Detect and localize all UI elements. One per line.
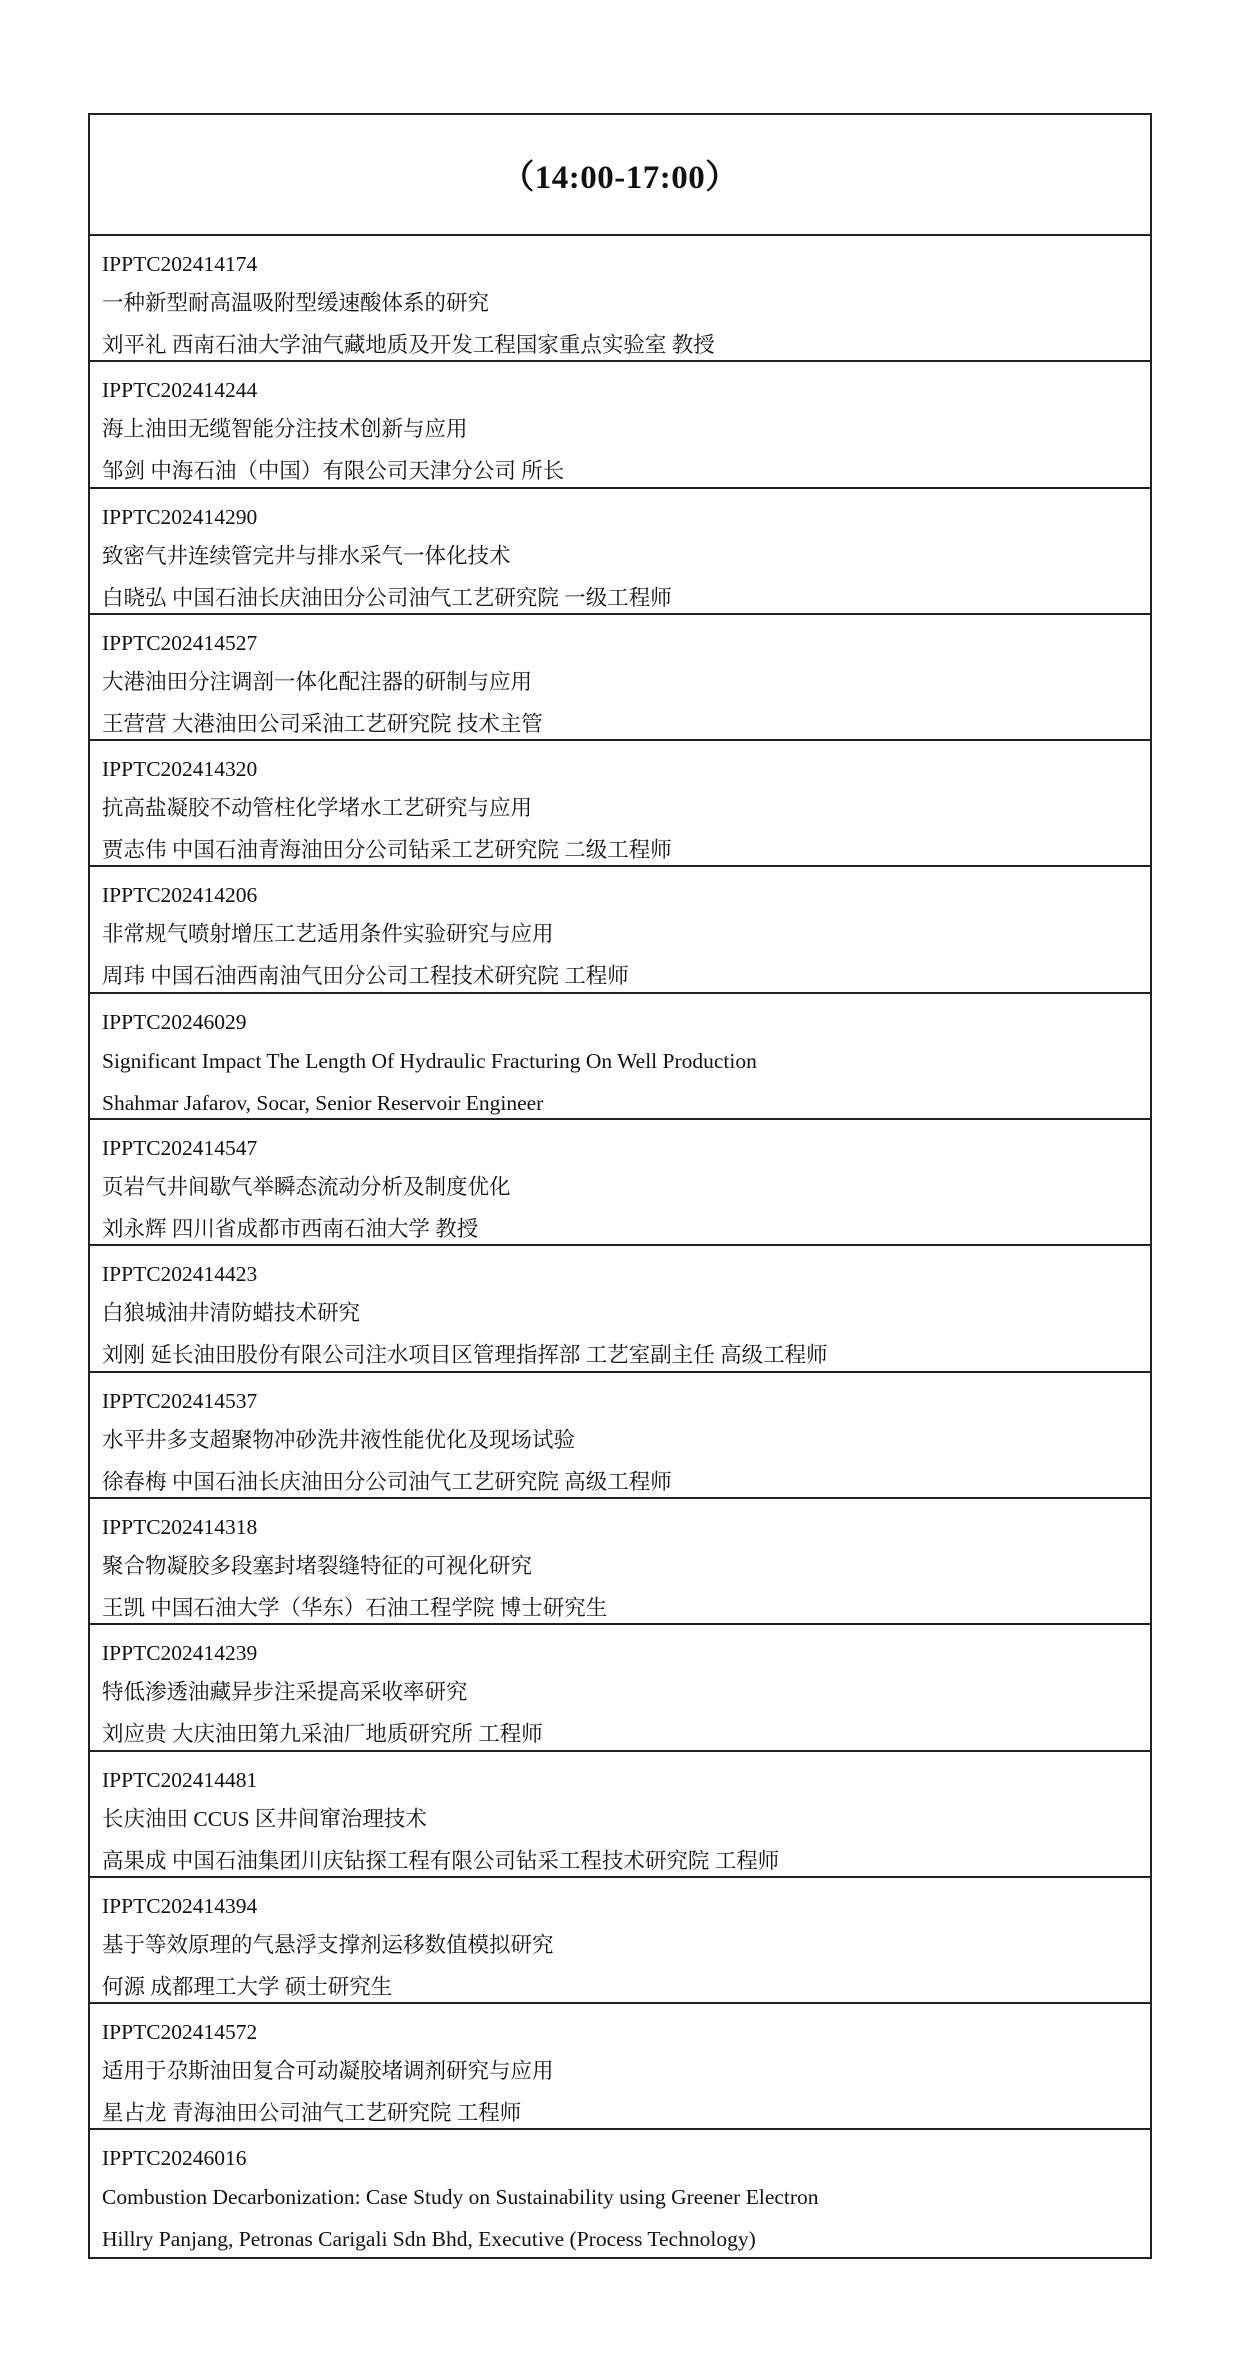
paper-row: [90, 1246, 1150, 1372]
paper-title: 特低渗透油藏异步注采提高采收率研究: [102, 1680, 468, 1705]
session-time: （14:00-17:00）: [501, 160, 739, 196]
paper-author: 王营营 大港油田公司采油工艺研究院 技术主管: [102, 711, 543, 736]
paper-title: 抗高盐凝胶不动管柱化学堵水工艺研究与应用: [102, 796, 533, 821]
paper-row: [90, 1625, 1150, 1751]
paper-author: 刘应贵 大庆油田第九采油厂地质研究所 工程师: [102, 1722, 543, 1747]
paper-list: [90, 236, 1150, 2257]
paper-title: 一种新型耐高温吸附型缓速酸体系的研究: [102, 291, 490, 315]
paper-author: 高果成 中国石油集团川庆钻探工程有限公司钻采工程技术研究院 工程师: [102, 1848, 780, 1873]
paper-author: 刘平礼 西南石油大学油气藏地质及开发工程国家重点实验室 教授: [102, 333, 715, 357]
paper-title: 聚合物凝胶多段塞封堵裂缝特征的可视化研究: [102, 1553, 533, 1578]
paper-row: [90, 867, 1150, 993]
paper-row: [90, 1373, 1150, 1499]
paper-author: 王凯 中国石油大学（华东）石油工程学院 博士研究生: [102, 1595, 608, 1620]
paper-author: 贾志伟 中国石油青海油田分公司钻采工艺研究院 二级工程师: [102, 838, 672, 863]
schedule-table: [88, 113, 1152, 2259]
paper-author: Hillry Panjang, Petronas Carigali Sdn Bhd, Executive (Process Technology): [102, 2227, 756, 2252]
paper-author: 刘永辉 四川省成都市西南石油大学 教授: [102, 1217, 479, 1242]
paper-id: IPPTC202414320: [102, 757, 258, 782]
paper-row: [90, 994, 1150, 1120]
paper-author: 刘刚 延长油田股份有限公司注水项目区管理指挥部 工艺室副主任 高级工程师: [102, 1343, 828, 1368]
paper-row: [90, 362, 1150, 488]
paper-row: [90, 1752, 1150, 1878]
paper-author: 邹剑 中海石油（中国）有限公司天津分公司 所长: [102, 459, 565, 484]
paper-id: IPPTC202414547: [102, 1136, 258, 1161]
paper-title: 基于等效原理的气悬浮支撑剂运移数值模拟研究: [102, 1932, 554, 1957]
paper-id: IPPTC202414572: [102, 2020, 258, 2045]
paper-id: IPPTC202414481: [102, 1767, 258, 1792]
session-header: [90, 115, 1150, 236]
paper-row: [90, 1499, 1150, 1625]
paper-author: 白晓弘 中国石油长庆油田分公司油气工艺研究院 一级工程师: [102, 585, 672, 610]
paper-id: IPPTC202414290: [102, 504, 258, 529]
paper-author: 周玮 中国石油西南油气田分公司工程技术研究院 工程师: [102, 964, 629, 989]
paper-row: [90, 2130, 1150, 2256]
paper-id: IPPTC202414394: [102, 1893, 258, 1918]
paper-title: 海上油田无缆智能分注技术创新与应用: [102, 417, 468, 442]
paper-id: IPPTC202414423: [102, 1262, 258, 1287]
paper-id: IPPTC202414206: [102, 883, 258, 908]
paper-id: IPPTC202414318: [102, 1514, 258, 1539]
paper-id: IPPTC20246029: [102, 1009, 247, 1034]
paper-author: 徐春梅 中国石油长庆油田分公司油气工艺研究院 高级工程师: [102, 1469, 672, 1494]
paper-id: IPPTC202414174: [102, 252, 258, 276]
paper-id: IPPTC20246016: [102, 2146, 247, 2171]
paper-title: 水平井多支超聚物冲砂洗井液性能优化及现场试验: [102, 1427, 576, 1452]
paper-title: 致密气井连续管完井与排水采气一体化技术: [102, 543, 511, 568]
paper-row: [90, 489, 1150, 615]
paper-id: IPPTC202414239: [102, 1641, 258, 1666]
paper-row: [90, 615, 1150, 741]
paper-id: IPPTC202414527: [102, 630, 258, 655]
paper-title: 大港油田分注调剖一体化配注器的研制与应用: [102, 669, 533, 694]
paper-title: 白狼城油井清防蜡技术研究: [102, 1301, 361, 1326]
paper-title: 长庆油田 CCUS 区井间窜治理技术: [102, 1806, 427, 1831]
paper-title: Combustion Decarbonization: Case Study on Sustainability using Greener Electron: [102, 2185, 819, 2210]
paper-author: 何源 成都理工大学 硕士研究生: [102, 1974, 393, 1999]
paper-id: IPPTC202414537: [102, 1388, 258, 1413]
paper-row: [90, 741, 1150, 867]
paper-id: IPPTC202414244: [102, 378, 258, 403]
paper-row: [90, 1120, 1150, 1246]
paper-row: [90, 236, 1150, 362]
paper-row: [90, 2004, 1150, 2130]
paper-author: Shahmar Jafarov, Socar, Senior Reservoir Engineer: [102, 1090, 544, 1115]
paper-title: 非常规气喷射增压工艺适用条件实验研究与应用: [102, 922, 554, 947]
paper-title: 页岩气井间歇气举瞬态流动分析及制度优化: [102, 1175, 511, 1200]
paper-author: 星占龙 青海油田公司油气工艺研究院 工程师: [102, 2101, 522, 2126]
paper-title: 适用于尕斯油田复合可动凝胶堵调剂研究与应用: [102, 2059, 554, 2084]
paper-title: Significant Impact The Length Of Hydraulic Fracturing On Well Production: [102, 1048, 757, 1073]
paper-row: [90, 1878, 1150, 2004]
